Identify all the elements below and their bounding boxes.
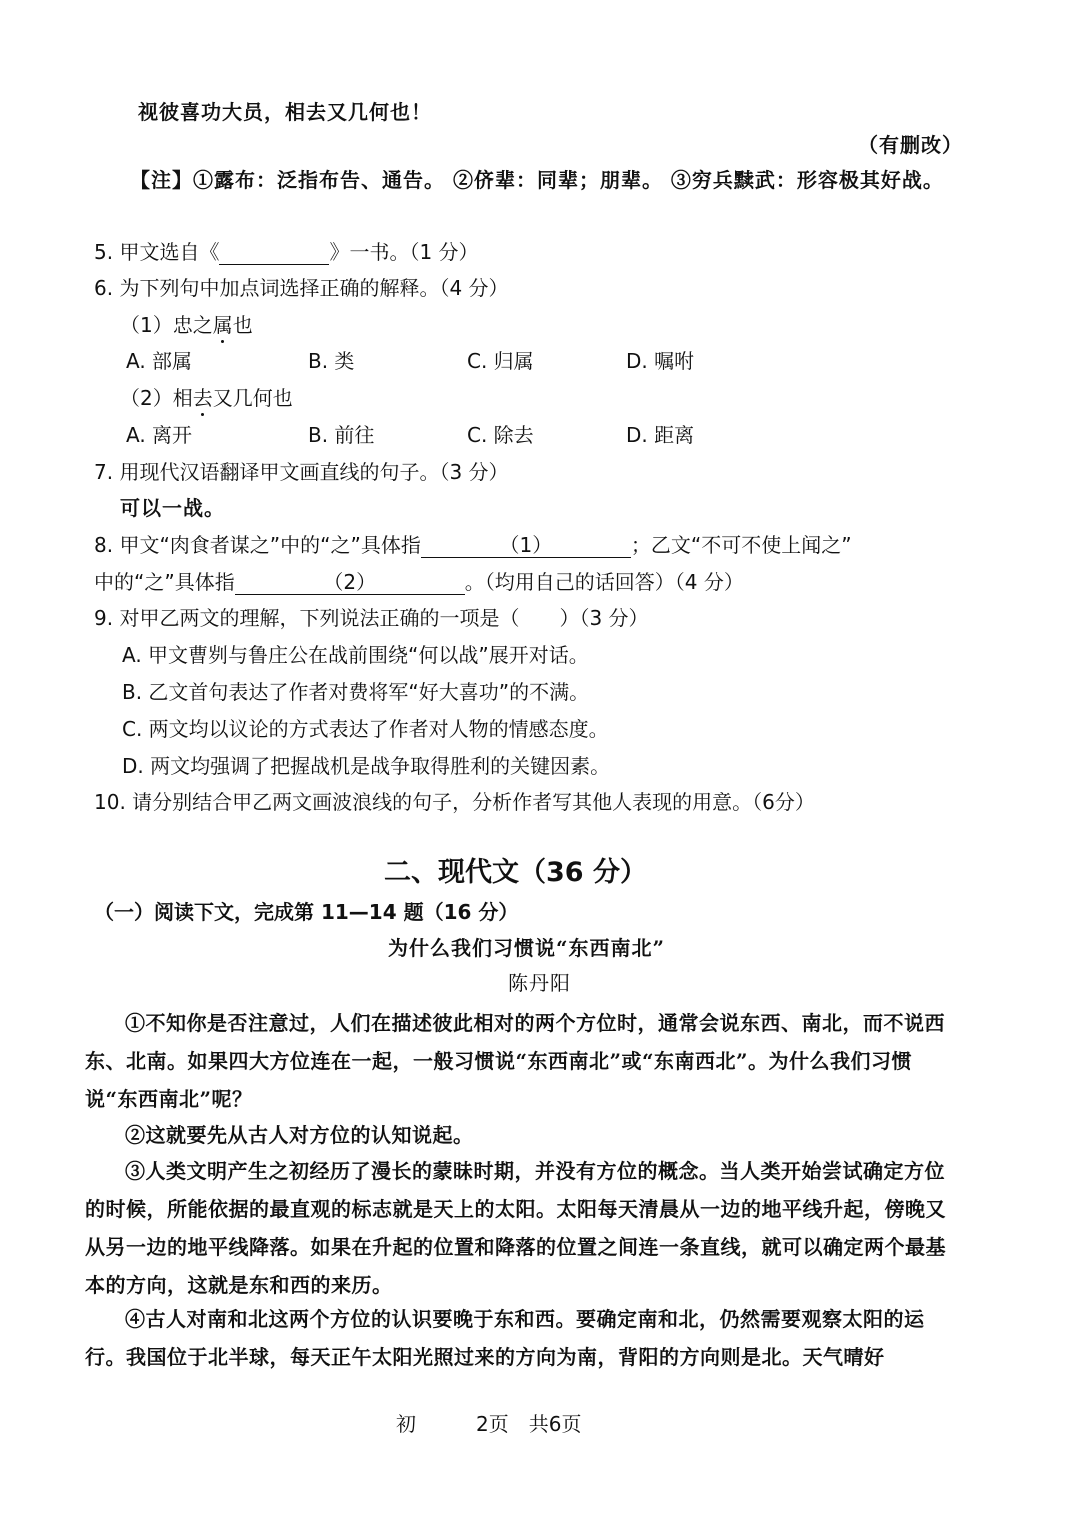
section-2-heading: 二、现代文（36 分）: [384, 857, 647, 888]
question-6-stem: 6. 为下列句中加点词选择正确的解释。（4 分）: [94, 276, 509, 300]
yi-text-last-line: 视彼喜功大员，相去又几何也！: [138, 100, 432, 124]
article-author: 陈丹阳: [508, 971, 571, 995]
q6-2-option-d: D. 距离: [626, 423, 695, 447]
q8-prefix-2: 中的“之”具体指: [94, 570, 235, 594]
q8-blank-1[interactable]: （1）: [421, 533, 631, 558]
q5-blank[interactable]: [219, 240, 329, 265]
q9-option-a: A. 甲文曹刿与鲁庄公在战前围绕“何以战”展开对话。: [122, 643, 589, 667]
q9-option-b: B. 乙文首句表达了作者对费将军“好大喜功”的不满。: [122, 680, 590, 704]
article-title: 为什么我们习惯说“东西南北”: [388, 936, 666, 960]
q6-1-option-d: D. 嘱咐: [626, 349, 695, 373]
q6-item-1-pre: （1）忠之: [120, 313, 213, 337]
q9-option-c: C. 两文均以议论的方式表达了作者对人物的情感态度。: [122, 717, 609, 741]
page-footer: 初 2页 共6页: [396, 1412, 582, 1436]
q8-suffix-2: 。（均用自己的话回答）（4 分）: [464, 570, 744, 594]
q6-item-1: [120, 313, 253, 337]
question-9-stem: 9. 对甲乙两文的理解，下列说法正确的一项是（ ）（3 分）: [94, 606, 649, 630]
question-8-line-1: [94, 533, 852, 558]
q6-item-2-pre: （2）相: [120, 386, 193, 410]
q8-blank-2[interactable]: （2）: [235, 570, 465, 595]
q6-1-option-a: A. 部属: [126, 349, 193, 373]
q6-1-option-c: C. 归属: [467, 349, 534, 373]
q6-2-option-b: B. 前往: [308, 423, 375, 447]
q6-item-1-dotted-word: 属: [212, 313, 233, 337]
q6-2-option-c: C. 除去: [467, 423, 534, 447]
article-paragraph-3: ③人类文明产生之初经历了漫长的蒙昧时期，并没有方位的概念。当人类开始尝试确定方位的时候，所能依据的最直观的标志就是天上的太阳。太阳每天清晨从一边的地平线升起，傍晚又从另一边的地平线降落。如果在升起的位置和降落的位置之间连一条直线，就可以确定两个最基本的方向，这就是东和西的来历。: [85, 1159, 946, 1297]
q6-item-2-dotted-word: 去: [192, 386, 213, 410]
article-paragraph-2: ②这就要先从古人对方位的认知说起。: [125, 1123, 474, 1147]
q8-prefix-1: 8. 甲文“肉食者谋之”中的“之”具体指: [94, 533, 421, 557]
question-8-line-2: [94, 570, 744, 595]
question-10-stem: 10. 请分别结合甲乙两文画波浪线的句子，分析作者写其他人表现的用意。（6分）: [94, 790, 815, 814]
q6-item-2: [120, 386, 293, 410]
article-paragraph-4: ④古人对南和北这两个方位的认识要晚于东和西。要确定南和北，仍然需要观察太阳的运行。我国位于北半球，每天正午太阳光照过来的方向为南，背阳的方向则是北。天气晴好: [85, 1307, 925, 1369]
q7-sentence: 可以一战。: [120, 496, 225, 520]
q6-item-1-post: 也: [232, 313, 253, 337]
question-7-stem: 7. 用现代汉语翻译甲文画直线的句子。（3 分）: [94, 460, 509, 484]
source-note: （有删改）: [858, 133, 963, 157]
article-paragraph-1: ①不知你是否注意过，人们在描述彼此相对的两个方位时，通常会说东西、南北，而不说西东、北南。如果四大方位连在一起，一般习惯说“东西南北”或“东南西北”。为什么我们习惯说“东西南北”呢？: [85, 1011, 945, 1111]
q5-prefix: 5. 甲文选自《: [94, 240, 220, 264]
q6-item-2-post: 又几何也: [212, 386, 293, 410]
q8-suffix-1: ；乙文“不可不使上闻之”: [630, 533, 852, 557]
annotation: 【注】①露布：泛指布告、通告。 ②侪辈：同辈；朋辈。 ③穷兵黩武：形容极其好战。: [130, 168, 944, 192]
question-5: [94, 240, 479, 265]
q6-2-option-a: A. 离开: [126, 423, 193, 447]
q9-option-d: D. 两文均强调了把握战机是战争取得胜利的关键因素。: [122, 754, 611, 778]
q6-1-option-b: B. 类: [308, 349, 355, 373]
q5-suffix: 》一书。（1 分）: [329, 240, 479, 264]
section-2-sub-heading: （一）阅读下文，完成第 11—14 题（16 分）: [94, 900, 519, 924]
